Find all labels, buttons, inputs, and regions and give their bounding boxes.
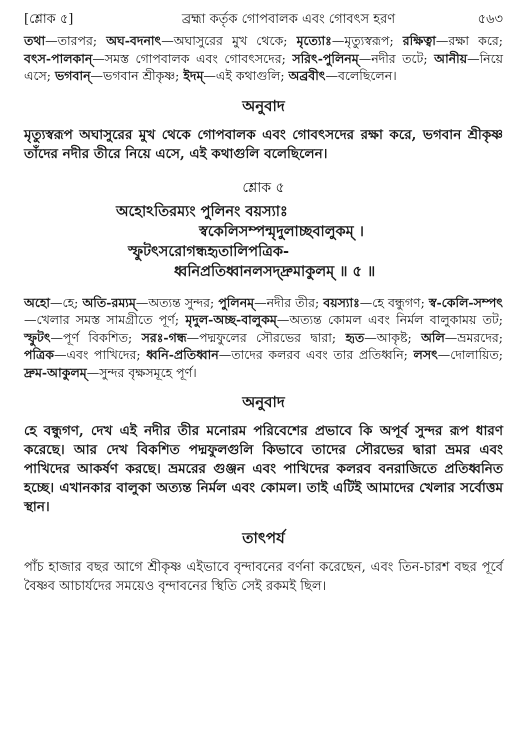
synonym-word: সরিৎ-পুলিনম্: [292, 50, 359, 66]
synonyms-block-2: [24, 294, 503, 382]
synonym-word: পুলিনম্: [218, 294, 255, 310]
synonym-meaning: —তাদের কলরব এবং তার প্রতিধ্বনি;: [218, 347, 414, 362]
synonym-meaning: —অত্যন্ত সুন্দর;: [135, 294, 219, 310]
synonym-meaning: —দোলায়িত;: [437, 347, 503, 362]
purport-heading: তাৎপর্য: [242, 529, 285, 547]
synonym-meaning: —হে;: [50, 294, 83, 310]
synonym-meaning: —অঘাসুরের মুখ থেকে;: [161, 33, 297, 48]
synonym-word: মৃদুল-অচ্ছ-বালুকম্: [185, 312, 277, 327]
synonym-word: অলি: [421, 329, 445, 345]
synonym-meaning: —অত্যন্ত কোমল এবং নির্মল বালুকাময় তট;: [276, 312, 503, 327]
synonym-word: সরঃ-গন্ধ: [141, 329, 187, 345]
page-header: [24, 10, 503, 32]
verse-line-4: ধ্বনিপ্রতিধ্বানলসদ্দ্রুমাকুলম্ ॥ ৫ ॥: [174, 262, 376, 280]
page-number: ৫৬৩: [477, 12, 503, 27]
synonym-word: ধ্বনি-প্রতিধ্বান: [146, 347, 219, 362]
synonym-meaning: —সমস্ত গোপবালক এবং গোবৎসদের;: [92, 50, 293, 66]
synonym-word: দ্রুম-আকুলম্: [24, 364, 87, 380]
synonym-meaning: —পদ্মফুলের সৌরভের দ্বারা;: [186, 329, 346, 345]
verse-reference: [শ্লোক ৫]: [24, 12, 74, 27]
verse-line-3: স্ফুটৎসরোগন্ধহৃতালিপত্রিক-: [128, 242, 290, 260]
sanskrit-verse: [24, 202, 503, 282]
synonym-meaning: —ভগবান শ্রীকৃষ্ণ;: [90, 68, 184, 83]
synonym-meaning: —এই কথাগুলি;: [203, 68, 289, 83]
chapter-title: ব্রহ্মা কর্তৃক গোপবালক এবং গোবৎস হরণ: [181, 12, 396, 27]
synonym-word: অতি-রম্যম্: [82, 294, 136, 310]
synonym-word: অব্রবীৎ: [288, 68, 326, 83]
synonym-word: বৎস-পালকান্: [24, 50, 93, 66]
synonym-meaning: —তারপর;: [45, 33, 107, 48]
synonym-word: পত্রিক: [24, 347, 54, 362]
synonym-meaning: —সুন্দর বৃক্ষসমূহে পূর্ণ।: [86, 364, 197, 380]
synonym-meaning: —মৃত্যুস্বরূপ;: [331, 33, 403, 48]
translation-heading-2: অনুবাদ: [242, 393, 285, 411]
synonym-word: স্ফুটৎ: [24, 329, 51, 345]
synonym-word: হৃত: [345, 329, 365, 345]
synonym-meaning: —হে বন্ধুগণ;: [359, 294, 429, 310]
translation-text-2: হে বন্ধুগণ, দেখ এই নদীর তীর মনোরম পরিবেশের প্রভাবে কি অপূর্ব সুন্দর রূপ ধারণ করেছে। আর দেখ বিকশিত পদ্মফুলগুলি কিভাবে তাদের সৌরভের দ্বারা ভ্রমর এবং পাখিদের আকর্ষণ করছে। ভ্রমরের গুঞ্জন এবং পাখিদের কলরব বনরাজিতে প্রতিধ্বনিত হচ্ছে। এখানকার বালুকা অত্যন্ত নির্মল এবং কোমল। তাই এটিই আমাদের খেলার সর্বোত্তম স্থান।: [24, 423, 503, 515]
synonym-word: বয়স্যাঃ: [323, 294, 360, 310]
synonym-meaning: —পূর্ণ বিকশিত;: [50, 329, 142, 345]
synonym-word: স্ব-কেলি-সম্পৎ: [428, 294, 503, 310]
synonym-meaning: —নিয়ে এসে;: [24, 50, 503, 83]
synonym-word: অহো: [24, 294, 51, 310]
synonym-word: মৃত্যোঃ: [296, 33, 332, 48]
synonym-word: ভগবান্: [54, 68, 91, 83]
synonym-meaning: —খেলার সমস্ত সামগ্রীতে পূর্ণ;: [24, 312, 186, 327]
translation-text: মৃত্যুস্বরূপ অঘাসুরের মুখ থেকে গোপবালক এবং গোবৎসদের রক্ষা করে, ভগবান শ্রীকৃষ্ণ তাঁদের নদীর তীরে নিয়ে এসে, এই কথাগুলি বলেছিলেন।: [24, 126, 503, 162]
verse-title: শ্লোক ৫: [242, 179, 285, 196]
synonym-word: আনীয়: [434, 50, 468, 66]
synonym-meaning: —ভ্রমরদের;: [444, 329, 503, 345]
synonym-word: ইদম্: [183, 68, 204, 83]
synonyms-block-1: [24, 32, 503, 85]
synonym-word: রক্ষিত্বা: [402, 33, 436, 48]
synonym-meaning: —বলেছিলেন।: [325, 68, 397, 83]
synonym-meaning: —নদীর তটে;: [358, 50, 435, 66]
synonym-word: লসৎ: [413, 347, 438, 362]
synonym-meaning: —আকৃষ্ট;: [364, 329, 422, 345]
synonym-meaning: —নদীর তীর;: [254, 294, 324, 310]
synonym-word: অঘ-বদনাৎ: [106, 33, 162, 48]
purport-text: পাঁচ হাজার বছর আগে শ্রীকৃষ্ণ এইভাবে বৃন্দাবনের বর্ণনা করেছেন, এবং তিন-চারশ বছর পূর্বে বৈষ্ণব আচার্যদের সময়েও বৃন্দাবনের স্থিতি সেই রকমই ছিল।: [24, 560, 503, 594]
verse-line-2: স্বকেলিসম্পন্মৃদুলাচ্ছবালুকম্ ।: [199, 222, 364, 240]
synonym-meaning: —রক্ষা করে;: [435, 33, 504, 48]
synonym-word: তথা: [24, 33, 46, 48]
verse-line-1: অহোঽতিরম্যং পুলিনং বয়স্যাঃ: [116, 202, 288, 220]
synonym-meaning: —এবং পাখিদের;: [54, 347, 147, 362]
translation-heading: অনুবাদ: [242, 96, 285, 115]
